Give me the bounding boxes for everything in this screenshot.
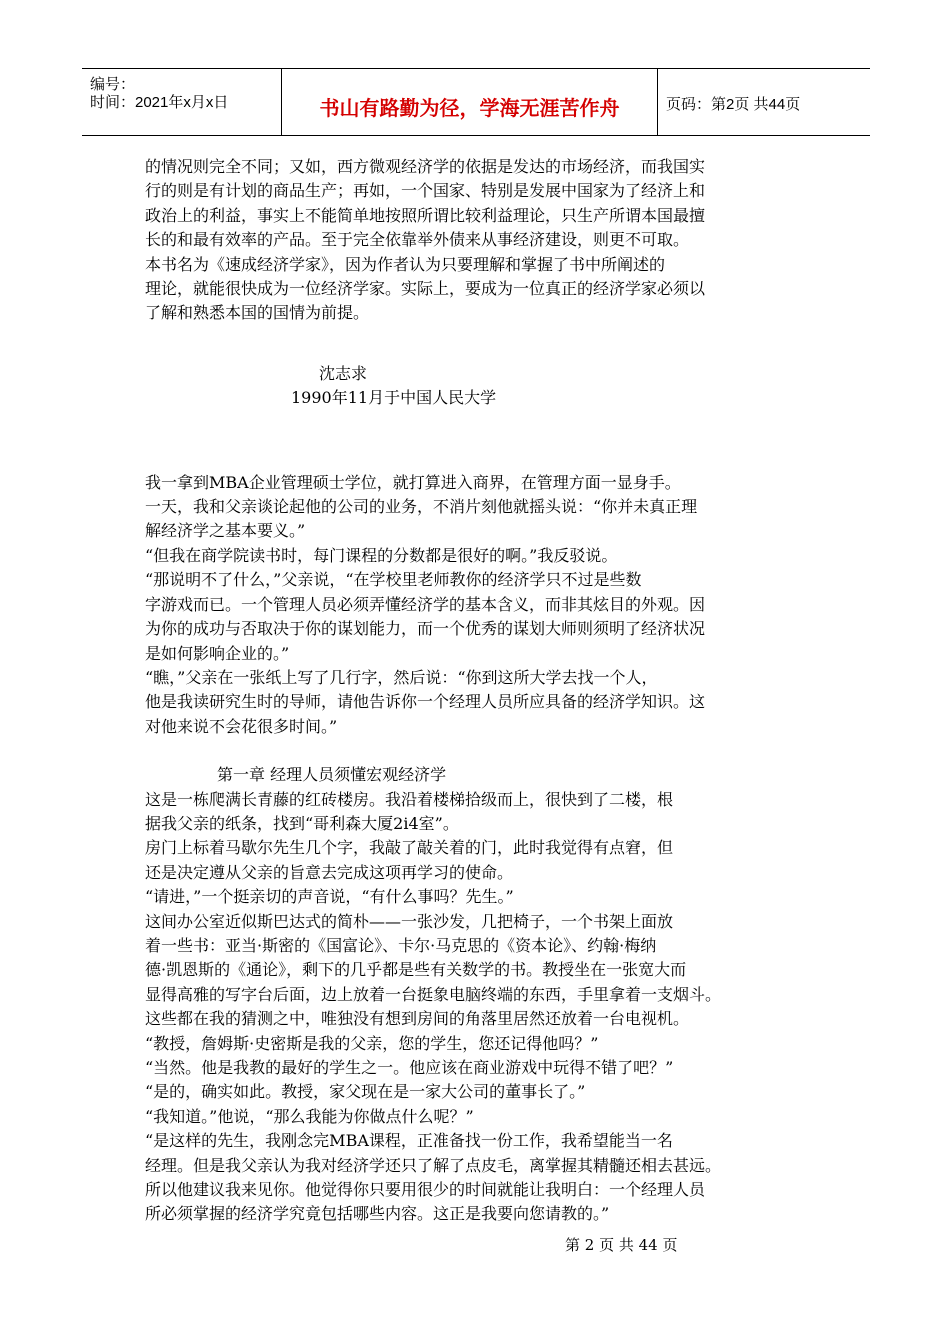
preface-line: 政治上的利益，事实上不能简单地按照所谓比较利益理论，只生产所谓本国最擅 <box>145 205 706 225</box>
header-page-number: 页码：第2页 共44页 <box>666 96 801 113</box>
preface-line: 行的则是有计划的商品生产；再如，一个国家、特别是发展中国家为了经济上和 <box>145 181 706 201</box>
chapter-line: 据我父亲的纸条，找到“哥利森大厦2i4室”。 <box>145 813 459 833</box>
preface-line: 理论，就能很快成为一位经济学家。实际上，要成为一位真正的经济学家必须以 <box>145 279 706 299</box>
chapter-line: 这是一栋爬满长青藤的红砖楼房。我沿着楼梯拾级而上，很快到了二楼，根 <box>145 789 674 809</box>
chapter-title: 第一章 经理人员须懂宏观经济学 <box>217 765 447 785</box>
preface-line: 长的和最有效率的产品。至于完全依靠举外债来从事经济建设，则更不可取。 <box>145 230 690 250</box>
header-motto-cell <box>282 69 658 135</box>
preface-line: 了解和熟悉本国的国情为前提。 <box>145 303 370 323</box>
chapter-line: 经理。但是我父亲认为我对经济学还只了解了点皮毛，离掌握其精髓还相去甚远。 <box>145 1155 722 1175</box>
document-time-label: 时间：2021年x月x日 <box>90 94 229 111</box>
intro-line: 字游戏而已。一个管理人员必须弄懂经济学的基本含义，而非其炫目的外观。因 <box>145 594 706 614</box>
preface-line: 本书名为《速成经济学家》，因为作者认为只要理解和掌握了书中所阐述的 <box>145 254 666 274</box>
preface-section <box>145 155 750 326</box>
chapter-line: “是这样的先生，我刚念完MBA课程，正准备找一份工作，我希望能当一名 <box>145 1131 673 1151</box>
footer-page-number: 第 2 页 共 44 页 <box>565 1236 678 1254</box>
intro-line: 对他来说不会花很多时间。” <box>145 716 338 736</box>
intro-line: 解经济学之基本要义。” <box>145 521 306 541</box>
chapter-line: 房门上标着马歇尔先生几个字，我敲了敲关着的门，此时我觉得有点窘，但 <box>145 838 674 858</box>
intro-section <box>145 471 750 739</box>
intro-line: “但我在商学院读书时，每门课程的分数都是很好的啊。”我反驳说。 <box>145 545 618 565</box>
intro-line: 一天，我和父亲谈论起他的公司的业务，不消片刻他就摇头说：“你并未真正理 <box>145 497 698 517</box>
intro-line: 我一拿到MBA企业管理硕士学位，就打算进入商界，在管理方面一显身手。 <box>145 472 681 492</box>
header-info-cell <box>82 69 282 135</box>
page-footer <box>565 1234 677 1255</box>
header-page-cell <box>658 69 870 135</box>
chapter-line: 还是决定遵从父亲的旨意去完成这项再学习的使命。 <box>145 862 514 882</box>
intro-line: “那说明不了什么，”父亲说，“在学校里老师教你的经济学只不过是些数 <box>145 570 642 590</box>
chapter-line: “我知道。”他说，“那么我能为你做点什么呢？” <box>145 1106 474 1126</box>
preface-line: 的情况则完全不同；又如，西方微观经济学的依据是发达的市场经济，而我国实 <box>145 157 706 176</box>
signature-date: 1990年11月于中国人民大学 <box>291 388 497 408</box>
chapter-line: “当然。他是我教的最好的学生之一。他应该在商业游戏中玩得不错了吧？” <box>145 1058 674 1077</box>
chapter-line: 显得高雅的写字台后面，边上放着一台挺象电脑终端的东西，手里拿着一支烟斗。 <box>145 984 722 1004</box>
chapter-line: “请进，”一个挺亲切的声音说，“有什么事吗？先生。” <box>145 887 514 907</box>
intro-line: 为你的成功与否取决于你的谋划能力，而一个优秀的谋划大师则须明了经济状况 <box>145 619 706 639</box>
document-body <box>145 155 750 1227</box>
chapter-line: 所以他建议我来见你。他觉得你只要用很少的时间就能让我明白：一个经理人员 <box>145 1180 706 1200</box>
chapter-line: 这间办公室近似斯巴达式的简朴——一张沙发，几把椅子，一个书架上面放 <box>145 911 674 931</box>
chapter-line: 所必须掌握的经济学究竟包括哪些内容。这正是我要向您请教的。” <box>145 1204 610 1224</box>
document-code-label: 编号： <box>90 76 136 93</box>
chapter-line: 着一些书：亚当·斯密的《国富论》、卡尔·马克思的《资本论》、约翰·梅纳 <box>145 935 657 955</box>
intro-line: “瞧，”父亲在一张纸上写了几行字，然后说：“你到这所大学去找一个人， <box>145 667 658 687</box>
signature-name: 沈志求 <box>319 363 368 383</box>
chapter-line: “是的，确实如此。教授，家父现在是一家大公司的董事长了。” <box>145 1082 586 1102</box>
page-header <box>82 68 870 136</box>
chapter-line: “教授，詹姆斯·史密斯是我的父亲，您的学生，您还记得他吗？” <box>145 1033 599 1053</box>
intro-line: 他是我读研究生时的导师，请他告诉你一个经理人员所应具备的经济学知识。这 <box>145 692 706 712</box>
header-motto: 书山有路勤为径，学海无涯苦作舟 <box>319 96 620 120</box>
chapter-section <box>145 788 750 1227</box>
intro-line: 是如何影响企业的。” <box>145 643 290 663</box>
chapter-line: 这些都在我的猜测之中，唯独没有想到房间的角落里居然还放着一台电视机。 <box>145 1009 690 1029</box>
chapter-line: 德·凯恩斯的《通论》，剩下的几乎都是些有关数学的书。教授坐在一张宽大而 <box>145 960 687 980</box>
